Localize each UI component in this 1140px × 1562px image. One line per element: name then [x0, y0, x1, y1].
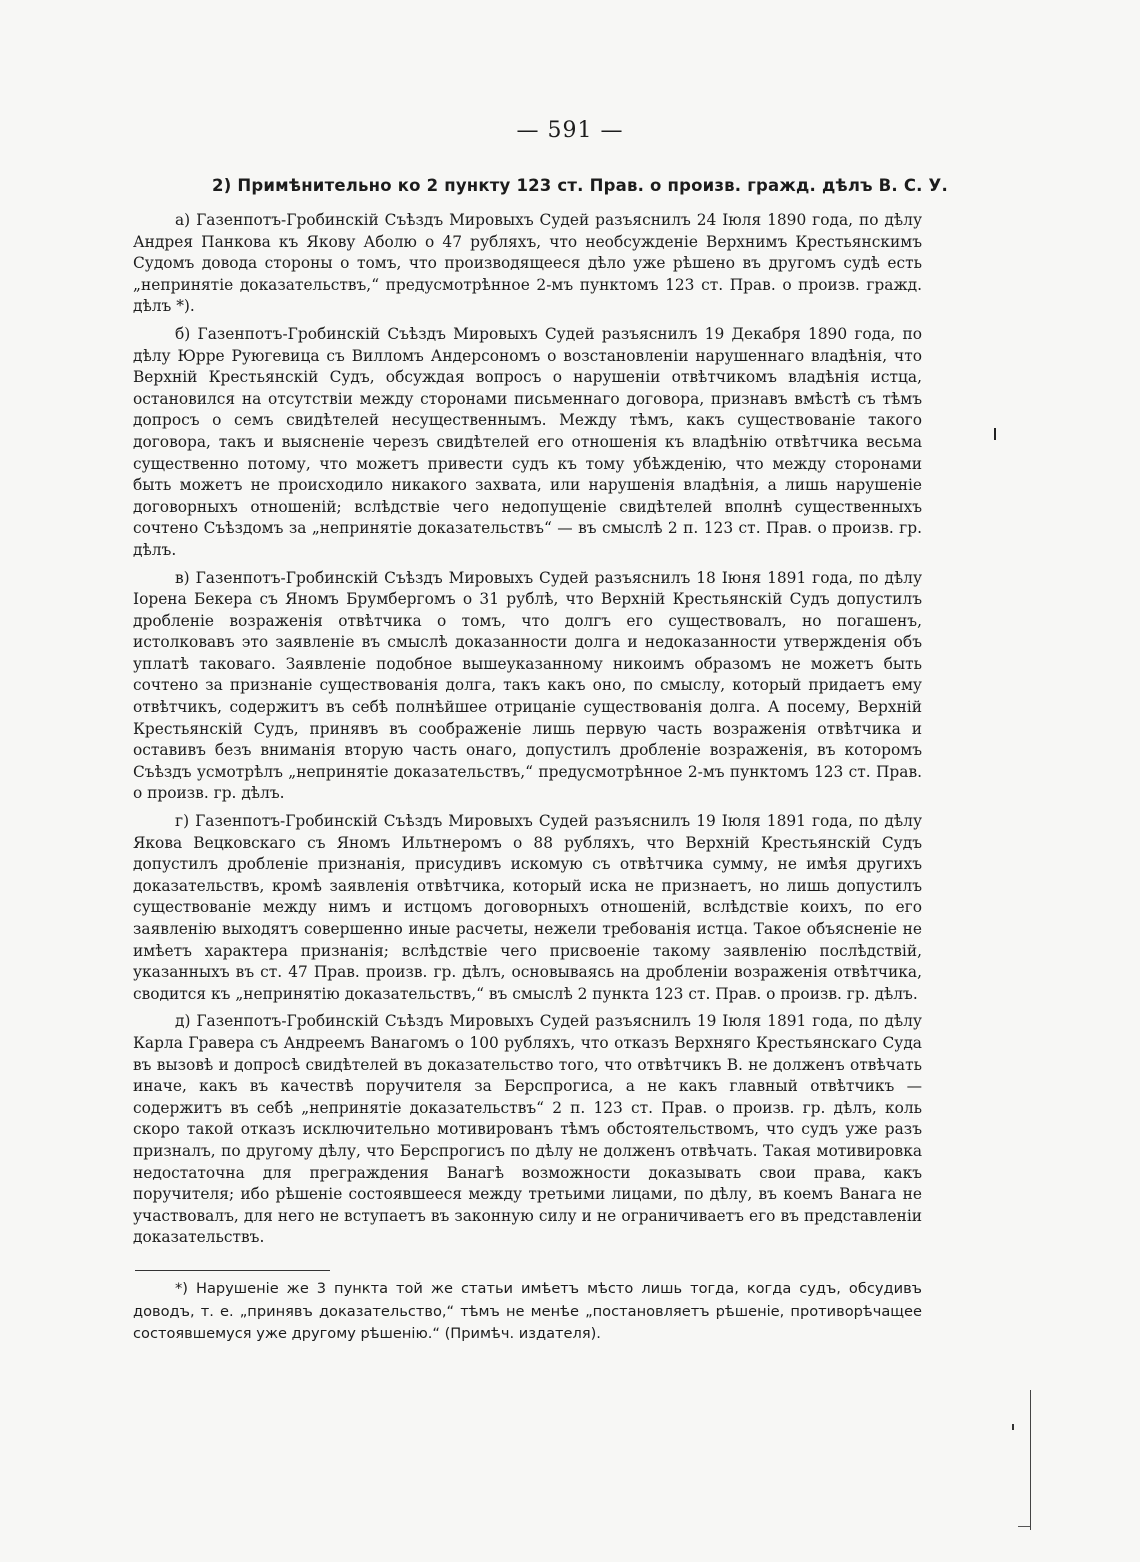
body-text	[133, 210, 922, 1255]
paragraph-d: д) Газенпотъ-Гробинскій Съѣздъ Мировыхъ Судей разъяснилъ 19 Іюля 1891 года, по дѣлу Карла Гравера съ Андреемъ Ванагомъ о 100 рубляхъ, что отказъ Верхняго Крестьянскаго Суда въ вызовѣ и допросѣ свидѣтелей въ доказательство того, что отвѣтчикъ В. не долженъ отвѣчать иначе, какъ въ качествѣ поручителя за Берспрогиса, а не какъ главный отвѣтчикъ — содержитъ въ себѣ „непринятіе доказательствъ“ 2 п. 123 ст. Прав. о произв. гр. дѣлъ, коль скоро такой отказъ исключительно мотивированъ тѣмъ обстоятельствомъ, что судъ уже разъ призналъ, по другому дѣлу, что Берспрогисъ по дѣлу не долженъ отвѣчать. Такая мотивировка недостаточна для преграждения Ванагѣ возможности доказывать свои права, какъ поручителя; ибо рѣшеніе состоявшееся между третьими лицами, по дѣлу, въ коемъ Ванага не участвовалъ, для него не вступаетъ въ законную силу и не ограничиваетъ его въ представленіи доказательствъ.	[133, 1012, 922, 1247]
paragraph-v: в) Газенпотъ-Гробинскій Съѣздъ Мировыхъ Судей разъяснилъ 18 Іюня 1891 года, по дѣлу Іорена Бекера съ Яномъ Брумбергомъ о 31 рублѣ, что Верхній Крестьянскій Судъ допустилъ дробленіе возраженія отвѣтчика о томъ, что долгъ его существовалъ, но погашенъ, истолковавъ это заявленіе въ смыслѣ доказанности долга и недоказанности утвержденія объ уплатѣ таковаго. Заявленіе подобное вышеуказанному никоимъ образомъ не можетъ быть сочтено за признаніе существованія долга, такъ какъ оно, по смыслу, который придаетъ ему отвѣтчикъ, содержитъ въ себѣ полнѣйшее отрицаніе существованія долга. А посему, Верхній Крестьянскій Судъ, принявъ въ соображеніе лишь первую часть возраженія отвѣтчика и оставивъ безъ вниманія вторую часть онаго, допустилъ дробленіе возраженія, въ которомъ Съѣздъ усмотрѣлъ „непринятіе доказательствъ,“ предусмотрѣнное 2-мъ пунктомъ 123 ст. Прав. о произв. гр. дѣлъ.	[133, 568, 922, 803]
section-heading: 2) Примѣнительно ко 2 пункту 123 ст. Прав. о произв. гражд. дѣлъ В. С. У.	[212, 176, 948, 195]
margin-mark	[994, 428, 996, 440]
margin-rule	[1030, 1390, 1031, 1530]
margin-dot	[1012, 1424, 1014, 1430]
footnote: *) Нарушеніе же 3 пункта той же статьи имѣетъ мѣсто лишь тогда, когда судъ, обсудивъ доводъ, т. е. „принявъ доказательство,“ тѣмъ не менѣе „постановляетъ рѣшеніе, противорѣчащее состоявшемуся уже другому рѣшенію.“ (Примѣч. издателя).	[133, 1280, 922, 1342]
margin-dash	[1018, 1526, 1030, 1527]
page-number: — 591 —	[516, 118, 624, 143]
paragraph-b: б) Газенпотъ-Гробинскій Съѣздъ Мировыхъ Судей разъяснилъ 19 Декабря 1890 года, по дѣлу Юрре Руюгевица съ Вилломъ Андерсономъ о возстановленіи нарушеннаго владѣнія, что Верхній Крестьянскій Судъ, обсуждая вопросъ о нарушеніи отвѣтчикомъ владѣнія истца, остановился на отсутствіи между сторонами письменнаго договора, признавъ вмѣстѣ съ тѣмъ допросъ о семъ свидѣтелей несущественнымъ. Между тѣмъ, какъ существованіе такого договора, такъ и выясненіе черезъ свидѣтелей его отношенія къ владѣнію отвѣтчика весьма существенно потому, что можетъ привести судъ къ тому убѣжденію, что между сторонами быть можетъ не происходило никакого захвата, или нарушенія владѣнія, а лишь нарушеніе договорныхъ отношеній; вслѣдствіе чего недопущеніе свидѣтелей вполнѣ существенныхъ сочтено Съѣздомъ за „непринятіе доказательствъ“ — въ смыслѣ 2 п. 123 ст. Прав. о произв. гр. дѣлъ.	[133, 324, 922, 559]
paragraph-a: а) Газенпотъ-Гробинскій Съѣздъ Мировыхъ Судей разъяснилъ 24 Іюля 1890 года, по дѣлу Андрея Панкова къ Якову Аболю о 47 рубляхъ, что необсужденіе Верхнимъ Крестьянскимъ Судомъ довода стороны о томъ, что производящееся дѣло уже рѣшено въ другомъ судѣ есть „непринятіе доказательствъ,“ предусмотрѣнное 2-мъ пунктомъ 123 ст. Прав. о произв. гражд. дѣлъ *).	[133, 211, 922, 316]
footnote-divider	[135, 1270, 330, 1271]
paragraph-g: г) Газенпотъ-Гробинскій Съѣздъ Мировыхъ Судей разъяснилъ 19 Іюля 1891 года, по дѣлу Якова Вецковскаго съ Яномъ Ильтнеромъ о 88 рубляхъ, что Верхній Крестьянскій Судъ допустилъ дробленіе признанія, присудивъ искомую съ отвѣтчика сумму, не имѣя другихъ доказательствъ, кромѣ заявленія отвѣтчика, который иска не признаетъ, но лишь допустилъ существованіе между нимъ и истцомъ договорныхъ отношеній, вслѣдствіе коихъ, по его заявленію выходятъ совершенно иные расчеты, нежели требованія истца. Такое объясненіе не имѣетъ характера признанія; вслѣдствіе чего присвоеніе такому заявленію послѣдствій, указанныхъ въ ст. 47 Прав. произв. гр. дѣлъ, основываясь на дробленіи возраженія отвѣтчика, сводится къ „непринятію доказательствъ,“ въ смыслѣ 2 пункта 123 ст. Прав. о произв. гр. дѣлъ.	[133, 812, 922, 1003]
